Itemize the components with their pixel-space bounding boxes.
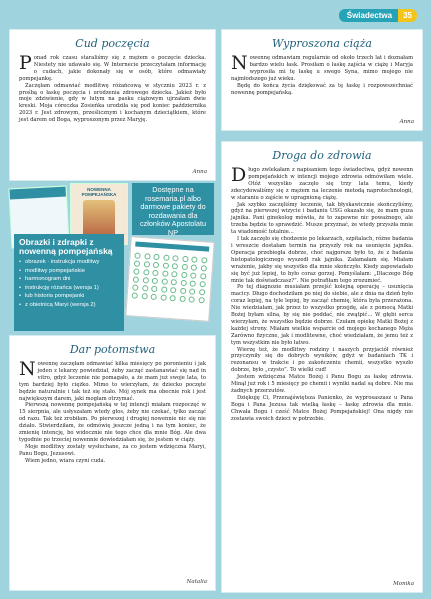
article-paragraph: Jestem wdzięczna Matce Bożej i Panu Bogu za łaskę zdrowia. Minął już rok i 5 miesięcy po chemii i wyniki nadal są dobre. Nie ma żadnych przerzutów. bbox=[231, 374, 413, 394]
article-paragraph: Wierzę też, że modlitwy rodziny i naszych przyjaciół również przyczyniły się do dobrych wyników, gdyż w badaniach TK i rezonansu w trakcie i po zakończeniu chemii, wszystko wyszło dobrze, było „czysto”. To wielki cud! bbox=[231, 346, 413, 374]
tracker-dot bbox=[153, 254, 159, 260]
banner-list bbox=[19, 258, 119, 310]
rosary-tracker-card bbox=[125, 236, 214, 322]
tracker-dot bbox=[181, 272, 187, 278]
banner-list-item: • obrazek · instrukcja modlitwy bbox=[19, 258, 119, 267]
tracker-dot bbox=[198, 289, 204, 295]
article-droga-do-zdrowia bbox=[222, 142, 422, 592]
tracker-dot bbox=[152, 278, 158, 284]
article-signature: Anna bbox=[192, 169, 207, 175]
article-title: Wyproszona ciąża bbox=[272, 37, 372, 50]
page-header bbox=[339, 9, 417, 22]
article-dar-potomstwa bbox=[10, 336, 215, 590]
tracker-header-bar bbox=[135, 242, 209, 252]
article-title: Dar potomstwa bbox=[69, 343, 156, 356]
article-signature: Natalia bbox=[186, 579, 207, 585]
article-paragraph: Jak szybko zaczęliśmy leczenie, tak błyskawicznie skończyliśmy, gdyż na pierwszej wizycie i badaniu USG okazało się, że mam guza jajnika. Pani ginekolog mówiła, że to zapewne nic poważnego, ale trzeba będzie to sprawdzić. Musze przyznać, że wtedy przyszła mnie ta wiadomość totalnie... bbox=[231, 201, 413, 236]
tracker-dot bbox=[191, 256, 197, 262]
article-cud-poczecia bbox=[10, 30, 215, 180]
banner-title: Obrazki i zdrapki z nowenną pompejańską bbox=[19, 237, 113, 256]
tracker-dot bbox=[160, 294, 166, 300]
tracker-dot bbox=[169, 295, 175, 301]
tracker-dot bbox=[172, 255, 178, 261]
article-paragraph: Ponad rok czasu staraliśmy się z mężem o poczęcie dziecka. Niestety nie udawało się. W Internecie przeczytałam informację o cudach, jakie dokonały się w osób, które odmawiały pompejankę. bbox=[19, 52, 206, 82]
tracker-dot bbox=[162, 270, 168, 276]
section-label: Świadectwa bbox=[339, 9, 398, 22]
tracker-dot bbox=[151, 286, 157, 292]
banner-list-item: • z obietnicą Maryi (wersja 2) bbox=[19, 301, 119, 310]
article-paragraph: Po tej diagnozie musiałam przejść kolejną operację – usunięcia macicy. Długo dochodziłam po niej do siebie, ale z dnia na dzień było coraz lepiej, na tyle lepiej, by zacząć chemię, która była przerażona. Nie wiedziałam, jak przez to wszystko przejdę, ale z pomocą Matki Bożej byłam silna, by się nie poddać, nie zwątpić... W głębi serca wierzyłam, że wszystko będzie dobrze. Czułam opiekę Matki Bożej z każdej strony. Miałam wielkie wsparcie od mojego kochanego Męża Zarówno fizyczne, jak i modlitewne, choć wiedziałam, że jemu też z tym wszystkim nie było łatwo. bbox=[231, 284, 413, 346]
tracker-dot bbox=[142, 277, 148, 283]
tracker-dot bbox=[132, 284, 138, 290]
tracker-dot bbox=[190, 280, 196, 286]
banner-list-item: • instrukcję różańca (wersja 1) bbox=[19, 284, 119, 293]
article-paragraph: Moje modlitwy zostały wysłuchane, za co jestem wdzięczna Maryi, Panu Bogu, Jezusowi. bbox=[19, 443, 206, 457]
banner-list-item: • harmonogram dni bbox=[19, 275, 119, 284]
tracker-dots bbox=[132, 252, 209, 303]
tracker-dot bbox=[181, 264, 187, 270]
article-paragraph: Pierwszą nowennę pompejańską w tej intencji miałam rozpoczęć w 15 sierpnia, ale usłyszałam wtedy głos, żeby nie czekać, tylko zacząć od razu. Tak też zrobiłam. Po pierwszej i drugiej nowennie nic się nie działo. Stwierdziłam, że odmówię jeszcze jedną i na tym koniec, że zmienię intencję, bo widocznie nie tego chce dla mnie Bóg. Ale dwa tygodnie po trzeciej nowennie dowiedziałam się, że jestem w ciąży. bbox=[19, 402, 206, 443]
tracker-dot bbox=[200, 273, 206, 279]
tracker-dot bbox=[134, 260, 140, 266]
tracker-dot bbox=[142, 285, 148, 291]
booklet-cover-title: NOWENNA POMPEJAŃSKA bbox=[81, 187, 117, 197]
tracker-dot bbox=[171, 279, 177, 285]
tracker-dot bbox=[182, 256, 188, 262]
promo-banner bbox=[14, 234, 124, 331]
tracker-dot bbox=[179, 296, 185, 302]
article-body bbox=[231, 164, 413, 423]
article-paragraph: Długo zwlekałam z napisaniem tego świadectwa, gdyż nowenn pompejańskich w intencji mojego zdrowia odmówiłam wiele. Otóż wszystko zaczęło się trzy lata temu, kiedy zdecydowaliśmy się z mężem na leczenie metodą naprotechnologii, w staraniu o zajście w upragnioną ciążę. bbox=[231, 164, 413, 201]
tracker-dot bbox=[152, 270, 158, 276]
article-paragraph: Wiem jedno, wiara czyni cuda. bbox=[25, 457, 106, 464]
tracker-dot bbox=[143, 261, 149, 267]
tracker-dot bbox=[161, 286, 167, 292]
article-paragraph: I tak zaczęło się chodzenie po lekarzach, szpitalach, różne badania i wreszcie dostałam termin na przyszły rok na usunięcie jajnika. Operacja przebiegła dobrze, choć najgorsze było to, że z badania histopatologicznego wyszedł rak jajnika. Załamałam się. Miałam wrażenie, jakby się wszystko dla mnie skończyło. Kiedy zapowiadało się być już lepiej, to było coraz gorzej. Pomyślałam: „Dlaczego Bóg mnie tak doświadczasz?”. Nie potrafiłam tego zrozumieć. bbox=[231, 236, 413, 284]
tracker-dot bbox=[133, 268, 139, 274]
tracker-dot bbox=[143, 269, 149, 275]
tracker-dot bbox=[151, 294, 157, 300]
article-paragraph: Nowennę odmawiam regularnie od około trzech lat i doznałam bardzo wielu łask. Prosiłam o łaskę zajścia w ciążę i Maryja wyprosiła mi tę łaskę u swego Syna, mimo mojego nie najmłodszego już wieku. bbox=[231, 52, 413, 82]
tracker-dot bbox=[200, 265, 206, 271]
tracker-dot bbox=[188, 296, 194, 302]
tracker-dot bbox=[170, 287, 176, 293]
article-title: Cud poczęcia bbox=[75, 37, 150, 50]
promo-block bbox=[10, 183, 214, 333]
tracker-dot bbox=[161, 278, 167, 284]
article-signature: Anna bbox=[399, 119, 414, 125]
tracker-dot bbox=[172, 263, 178, 269]
tracker-dot bbox=[133, 276, 139, 282]
tracker-dot bbox=[180, 280, 186, 286]
article-wyproszona-ciaza bbox=[222, 30, 422, 130]
tracker-dot bbox=[189, 288, 195, 294]
tracker-dot bbox=[201, 257, 207, 263]
tracker-dot bbox=[134, 252, 140, 258]
page-number: 35 bbox=[398, 9, 417, 22]
banner-list-item: • modlitwy pompejańskie bbox=[19, 267, 119, 276]
tracker-dot bbox=[162, 262, 168, 268]
banner-list-item: • lub historia pompejanki bbox=[19, 292, 119, 301]
tracker-dot bbox=[163, 254, 169, 260]
article-paragraph: Zaczęłam odmawiać modlitwę różańcową w styczniu 2023 r. z prośbą o łaskę poczęcia i urodzenia zdrowego dziecka. Jakież było moje zdziwienie, gdy w lutym na pasku ciążowym ujrzałam dwie kreski. Moja córeczka Zosieńka urodziła się pod koniec października 2023 r. Jest zdrowym, prześlicznym i kochanym dzieciątkiem, które jest darem od Boga, wyproszonym przez Maryję. bbox=[19, 82, 206, 124]
article-paragraph: Będę do końca życia dziękować za tę łaskę i rozpowszechniać nowennę pompejańską. bbox=[231, 82, 413, 96]
tracker-dot bbox=[144, 253, 150, 259]
article-body bbox=[19, 358, 206, 465]
article-paragraph: Dziękuję Ci, Przenajświętsza Panienko, że wyprosaszasz u Pana Boga i Pana Jezusa tak wielką łaskę – łaskę zdrowia dla mnie. Chwała Bogu i cześć Matce Bożej Pompejańskiej! Ona nigdy nie zostawia swoich dzieci w potrzebie. bbox=[231, 394, 413, 422]
tracker-dot bbox=[132, 292, 138, 298]
article-body bbox=[231, 52, 413, 96]
tracker-dot bbox=[141, 293, 147, 299]
article-signature: Monika bbox=[393, 581, 414, 587]
tracker-dot bbox=[191, 264, 197, 270]
tracker-dot bbox=[153, 262, 159, 268]
availability-box: Dostępne na rosemaria.pl albo darmowe pakiety do rozdawania dla członków Apostolatu NP bbox=[132, 183, 214, 235]
tracker-dot bbox=[171, 271, 177, 277]
article-paragraph: Nowennę zaczęłam odmawiać kilka miesięcy po poronieniu i jak jeden z lekarzy powiedział, żeby zacząć zastanawiać się nad in vitro, gdyż leczenie nie pomagało, a że mam już swoje lata, to tym bardziej było ciężko. Mimo to wierzyłam, że dziecko poczęte będzie naturalnie i tak też się stało. Mój synek ma obecnie rok i jest największym darem, jaki mogłam otrzymać. bbox=[19, 358, 206, 402]
article-body bbox=[19, 52, 206, 124]
tracker-dot bbox=[198, 297, 204, 303]
article-title: Droga do zdrowia bbox=[272, 149, 372, 162]
tracker-dot bbox=[199, 281, 205, 287]
tracker-dot bbox=[179, 288, 185, 294]
tracker-dot bbox=[190, 272, 196, 278]
